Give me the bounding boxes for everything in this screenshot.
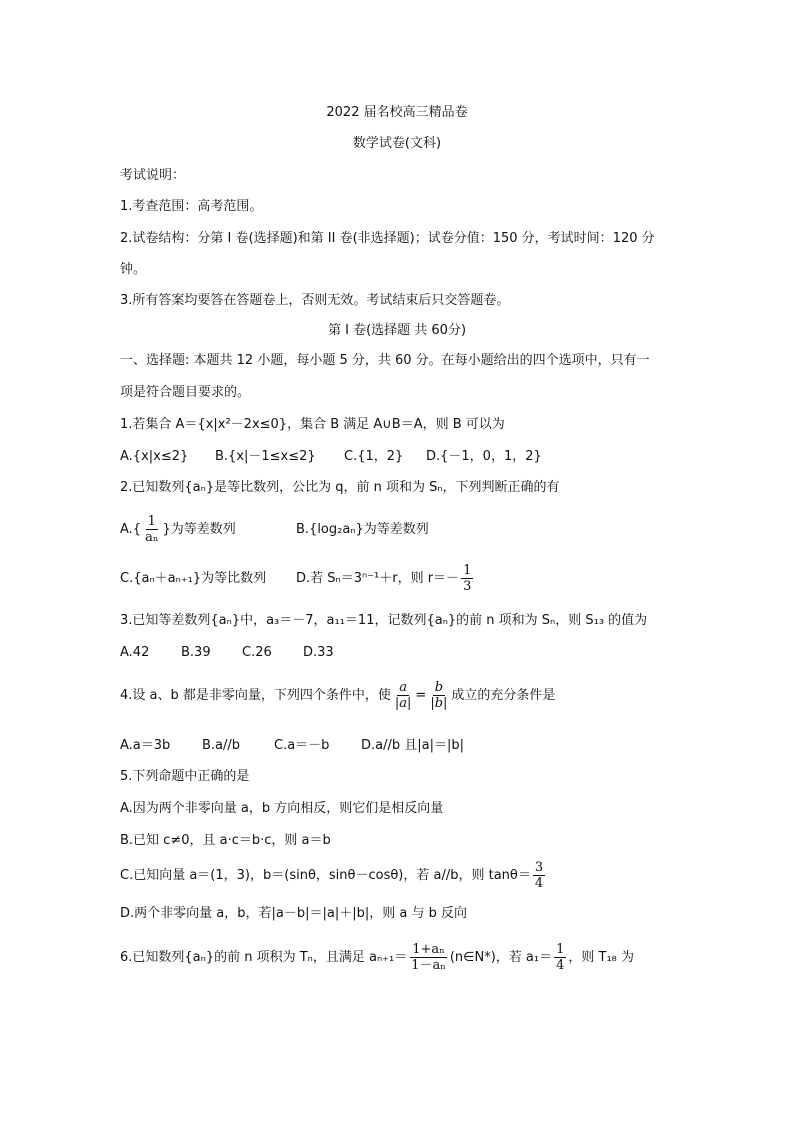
question-3-stem: 3.已知等差数列{aₙ}中，a₃＝－7，a₁₁＝11，记数列{aₙ}的前 n 项和为 Sₙ，则 S₁₃ 的值为	[120, 613, 648, 628]
question-2-option-b: B.{log₂aₙ}为等差数列	[296, 522, 429, 537]
exam-subtitle: 数学试卷(文科)	[352, 136, 442, 151]
question-2-stem: 2.已知数列{aₙ}是等比数列，公比为 q，前 n 项和为 Sₙ，下列判断正确的有	[120, 480, 560, 495]
question-3-option-a: A.42	[120, 645, 150, 660]
question-4-option-b: B.a//b	[202, 738, 241, 753]
question-5-option-b: B.已知 c≠0，且 a·c＝b·c，则 a＝b	[120, 833, 331, 848]
question-5-option-c: C.已知向量 a＝(1，3)，b＝(sinθ，sinθ－cosθ)，若 a//b，则 tanθ＝ $\frac{3}{4}$	[120, 860, 544, 891]
question-4-option-a: A.a＝3b	[120, 738, 171, 753]
question-4-option-c: C.a＝－b	[274, 738, 330, 753]
fraction: $\frac{1}{3}$	[463, 563, 472, 594]
question-5-option-d: D.两个非零向量 a，b，若|a－b|＝|a|＋|b|，则 a 与 b 反向	[120, 906, 467, 921]
fraction: $\frac{1}{\text{aₙ}}$	[145, 514, 159, 545]
question-1-option-b: B.{x|－1≤x≤2}	[215, 449, 316, 464]
part1-heading: 第 I 卷(选择题 共 60分)	[327, 323, 467, 338]
instruction-3: 3.所有答案均要答在答题卷上，否则无效。考试结束后只交答题卷。	[120, 293, 510, 308]
fraction: $\frac{\text{1+aₙ}}{\text{1－aₙ}}$	[411, 942, 446, 973]
question-2-option-a: A.{ $\frac{1}{\text{aₙ}}$ }为等差数列	[120, 514, 236, 545]
section-description: 一、选择题: 本题共 12 小题，每小题 5 分，共 60 分。在每小题给出的四个选项中，只有一	[120, 353, 650, 368]
question-6-stem: 6.已知数列{aₙ}的前 n 项积为 Tₙ，且满足 aₙ₊₁＝ $\frac{\text{1+aₙ}}{\text{1－aₙ}}$ (n∈N*)，若 a₁＝ $\frac{1}{4}$ ，则 T₁₈ 为	[120, 942, 635, 973]
instruction-1: 1.考查范围：高考范围。	[120, 199, 263, 214]
question-2-option-d: D.若 Sₙ＝3ⁿ⁻¹＋r，则 r＝－ $\frac{1}{3}$	[296, 563, 472, 594]
question-1-stem: 1.若集合 A＝{x|x²－2x≤0}，集合 B 满足 A∪B＝A，则 B 可以为	[120, 417, 505, 432]
fraction: $\frac{b}{|b|}$	[430, 680, 448, 711]
question-4-option-d: D.a//b 且|a|＝|b|	[361, 738, 464, 753]
question-5-stem: 5.下列命题中正确的是	[120, 769, 250, 784]
instruction-2: 2.试卷结构：分第 I 卷(选择题)和第 II 卷(非选择题)；试卷分值：150 分，考试时间：120 分	[120, 231, 655, 246]
instruction-2-continued: 钟。	[120, 262, 147, 277]
fraction: $\frac{1}{4}$	[556, 942, 565, 973]
question-3-option-b: B.39	[181, 645, 211, 660]
fraction: $\frac{a}{|a|}$	[394, 680, 412, 711]
question-1-option-c: C.{1，2}	[344, 449, 404, 464]
question-5-option-a: A.因为两个非零向量 a，b 方向相反，则它们是相反向量	[120, 801, 444, 816]
section-description-continued: 项是符合题目要求的。	[120, 385, 251, 400]
question-2-option-c: C.{aₙ＋aₙ₊₁}为等比数列	[120, 571, 267, 586]
question-3-option-d: D.33	[303, 645, 334, 660]
question-4-stem: 4.设 a、b 都是非零向量，下列四个条件中，使 $\frac{a}{|a|}$ = $\frac{b}{|b|}$ 成立的充分条件是	[120, 680, 556, 711]
question-3-option-c: C.26	[242, 645, 272, 660]
question-1-option-a: A.{x|x≤2}	[120, 449, 189, 464]
fraction: $\frac{3}{4}$	[534, 860, 544, 891]
question-1-option-d: D.{－1，0，1，2}	[426, 449, 542, 464]
exam-title: 2022 届名校高三精品卷	[326, 105, 468, 120]
instructions-heading: 考试说明：	[120, 168, 186, 183]
